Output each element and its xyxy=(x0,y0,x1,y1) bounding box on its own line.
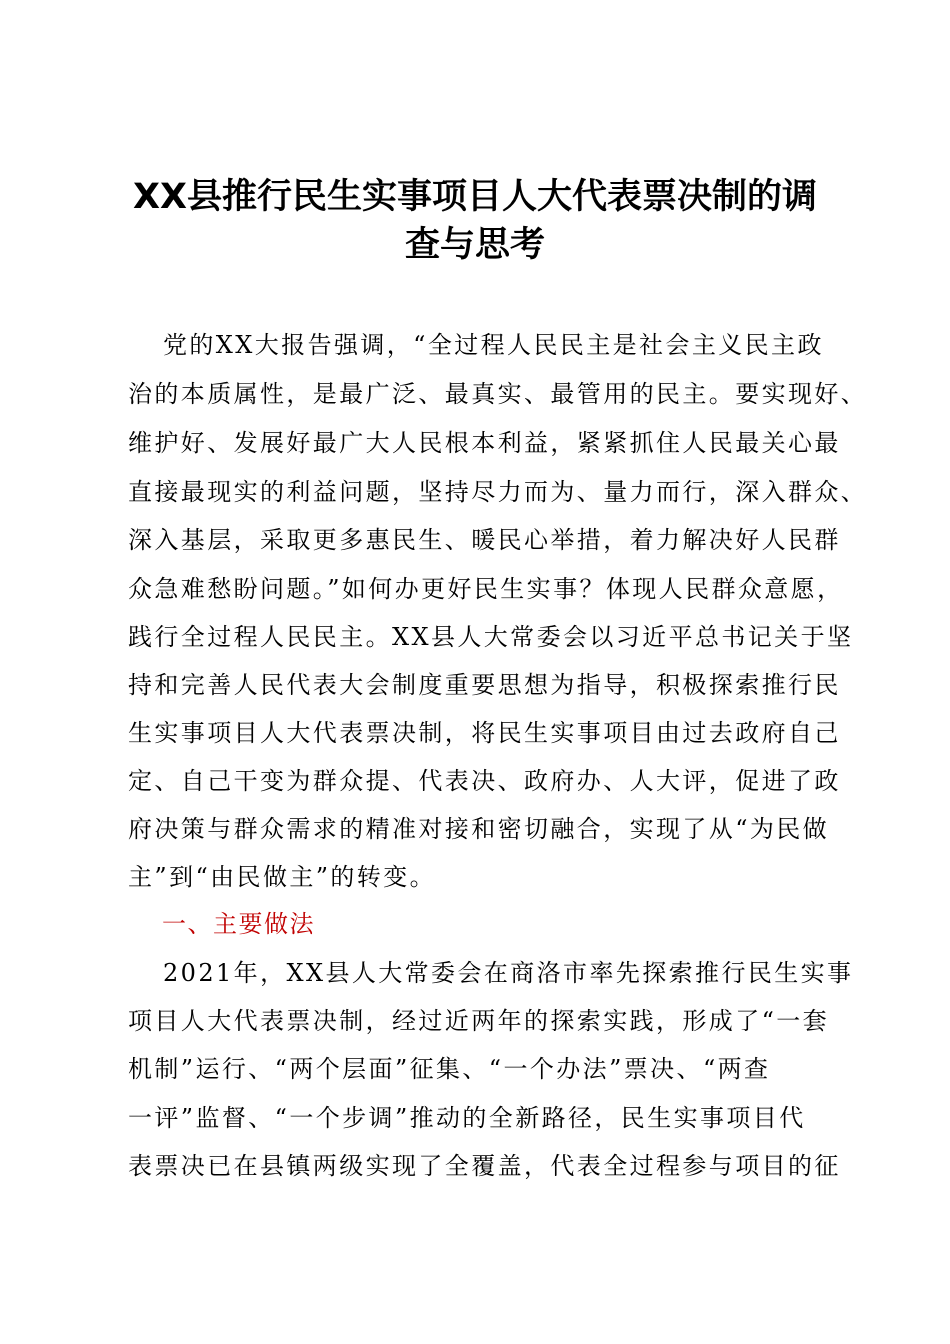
section-paragraph-line: 机制”运行、“两个层面”征集、“一个办法”票决、“两查 xyxy=(128,1055,771,1083)
intro-paragraph-line: 维护好、发展好最广大人民根本利益，紧紧抓住人民最关心最 xyxy=(128,429,841,457)
document-title-line-2: 查与思考 xyxy=(404,225,545,265)
section-paragraph-line: 表票决已在县镇两级实现了全覆盖，代表全过程参与项目的征 xyxy=(128,1152,841,1180)
intro-paragraph-line: 定、自己干变为群众提、代表决、政府办、人大评，促进了政 xyxy=(128,767,841,795)
intro-paragraph-line: 持和完善人民代表大会制度重要思想为指导，积极探索推行民 xyxy=(128,671,841,699)
intro-paragraph-line: 党的XX大报告强调，“全过程人民民主是社会主义民主政 xyxy=(163,331,824,359)
section-heading: 一、主要做法 xyxy=(162,910,315,938)
intro-paragraph-line: 直接最现实的利益问题，坚持尽力而为、量力而行，深入群众、 xyxy=(128,478,868,506)
intro-paragraph-line: 生实事项目人大代表票决制，将民生实事项目由过去政府自己 xyxy=(128,719,841,747)
intro-paragraph-line: 治的本质属性，是最广泛、最真实、最管用的民主。要实现好、 xyxy=(128,380,868,408)
section-paragraph-line: 项目人大代表票决制，经过近两年的探索实践，形成了“一套 xyxy=(128,1007,830,1035)
intro-paragraph-line: 深入基层，采取更多惠民生、暖民心举措，着力解决好人民群 xyxy=(128,526,841,554)
section-paragraph-line: 2021年，XX县人大常委会在商洛市率先探索推行民生实事 xyxy=(163,959,854,987)
intro-paragraph-line: 践行全过程人民民主。XX县人大常委会以习近平总书记关于坚 xyxy=(128,623,854,651)
intro-paragraph-line: 主”到“由民做主”的转变。 xyxy=(128,863,437,891)
section-paragraph-line: 一评”监督、“一个步调”推动的全新路径，民生实事项目代 xyxy=(128,1104,806,1132)
intro-paragraph-line: 众急难愁盼问题。”如何办更好民生实事？体现人民群众意愿， xyxy=(128,575,844,603)
document-title-line-1: XX县推行民生实事项目人大代表票决制的调 xyxy=(133,177,817,217)
intro-paragraph-line: 府决策与群众需求的精准对接和密切融合，实现了从“为民做 xyxy=(128,815,830,843)
